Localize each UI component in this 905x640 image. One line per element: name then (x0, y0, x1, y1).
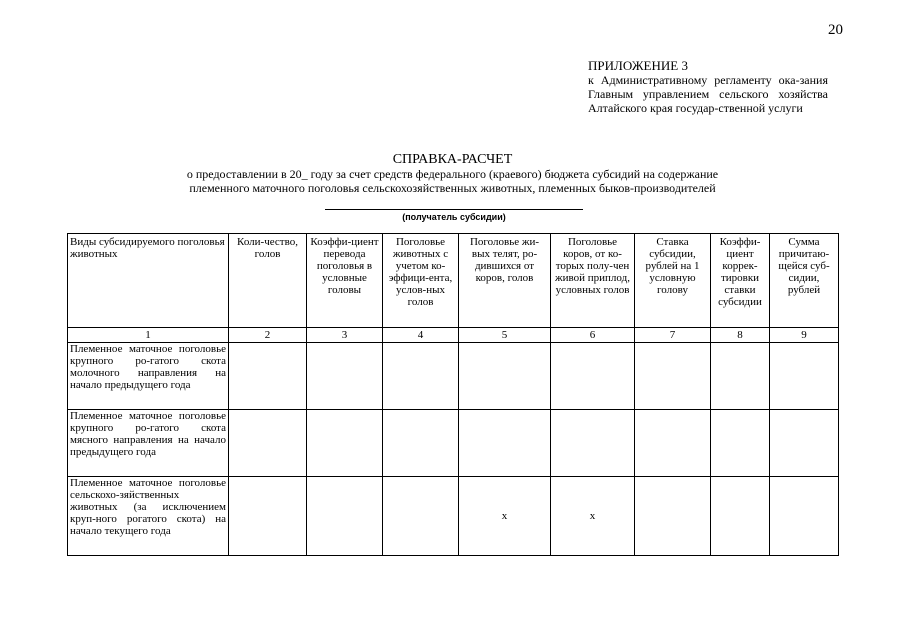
table-row (68, 343, 839, 410)
table-cell (307, 410, 383, 477)
document-subtitle (120, 167, 785, 195)
column-number: 9 (770, 328, 839, 343)
table-cell (635, 477, 711, 556)
table-cell (307, 477, 383, 556)
column-number: 6 (551, 328, 635, 343)
table-cell (383, 343, 459, 410)
row-label: Племенное маточное поголовье крупного ро-гатого скота молочного направления на начало предыдущего года (68, 343, 229, 410)
appendix-title: ПРИЛОЖЕНИЕ 3 (588, 58, 688, 73)
appendix-text: к Административному регламенту ока-зания Главным управлением сельского хозяйства Алтайского края государ-ственной услуги (588, 73, 828, 115)
table-cell (635, 410, 711, 477)
table-cell (551, 410, 635, 477)
not-applicable-mark: x (551, 477, 635, 556)
header-cell: Поголовье коров, от ко-торых полу-чен живой приплод, условных голов (551, 234, 635, 328)
row-label: Племенное маточное поголовье крупного ро-гатого скота мясного направления на начало предыдущего года (68, 410, 229, 477)
table-cell (711, 410, 770, 477)
table-cell (383, 410, 459, 477)
table-cell (770, 477, 839, 556)
table-cell (770, 410, 839, 477)
column-number: 7 (635, 328, 711, 343)
column-number: 2 (229, 328, 307, 343)
table-cell (459, 410, 551, 477)
header-cell: Ставка субсидии, рублей на 1 условную голову (635, 234, 711, 328)
column-number: 1 (68, 328, 229, 343)
table-cell (229, 410, 307, 477)
table-cell (711, 343, 770, 410)
table-cell (229, 477, 307, 556)
header-cell: Виды субсидируемого поголовья животных (68, 234, 229, 328)
appendix-block (588, 58, 828, 115)
column-number: 8 (711, 328, 770, 343)
subtitle-line-2: племенного маточного поголовья сельскохозяйственных животных, племенных быков-производителей (189, 181, 716, 195)
table-cell (711, 477, 770, 556)
column-number: 3 (307, 328, 383, 343)
table-cell (770, 343, 839, 410)
header-cell: Сумма причитаю-щейся суб-сидии, рублей (770, 234, 839, 328)
page-number: 20 (828, 22, 843, 38)
recipient-label: (получатель субсидии) (402, 212, 506, 222)
table-cell (307, 343, 383, 410)
row-label: Племенное маточное поголовье сельскохо-зяйственных животных (за исключением круп-ного рогатого скота) на начало текущего года (68, 477, 229, 556)
table-row (68, 410, 839, 477)
header-cell: Поголовье животных с учетом ко-эффици-ента, услов-ных голов (383, 234, 459, 328)
header-cell: Коэффи-циент перевода поголовья в условные головы (307, 234, 383, 328)
table-row (68, 477, 839, 556)
table-cell (383, 477, 459, 556)
table-cell (229, 343, 307, 410)
column-number: 5 (459, 328, 551, 343)
column-number-row (68, 328, 839, 343)
table-cell (459, 343, 551, 410)
table-cell (551, 343, 635, 410)
column-number: 4 (383, 328, 459, 343)
header-cell: Коэффи-циент коррек-тировки ставки субсидии (711, 234, 770, 328)
calculation-table (67, 233, 839, 556)
recipient-line (325, 209, 583, 210)
table-cell (635, 343, 711, 410)
document-title: СПРАВКА-РАСЧЕТ (392, 152, 513, 167)
not-applicable-mark: x (459, 477, 551, 556)
header-row (68, 234, 839, 328)
header-cell: Поголовье жи-вых телят, ро-дившихся от коров, голов (459, 234, 551, 328)
subtitle-line-1: о предоставлении в 20_ году за счет средств федерального (краевого) бюджета субсидий на содержание (186, 167, 719, 181)
header-cell: Коли-чество, голов (229, 234, 307, 328)
